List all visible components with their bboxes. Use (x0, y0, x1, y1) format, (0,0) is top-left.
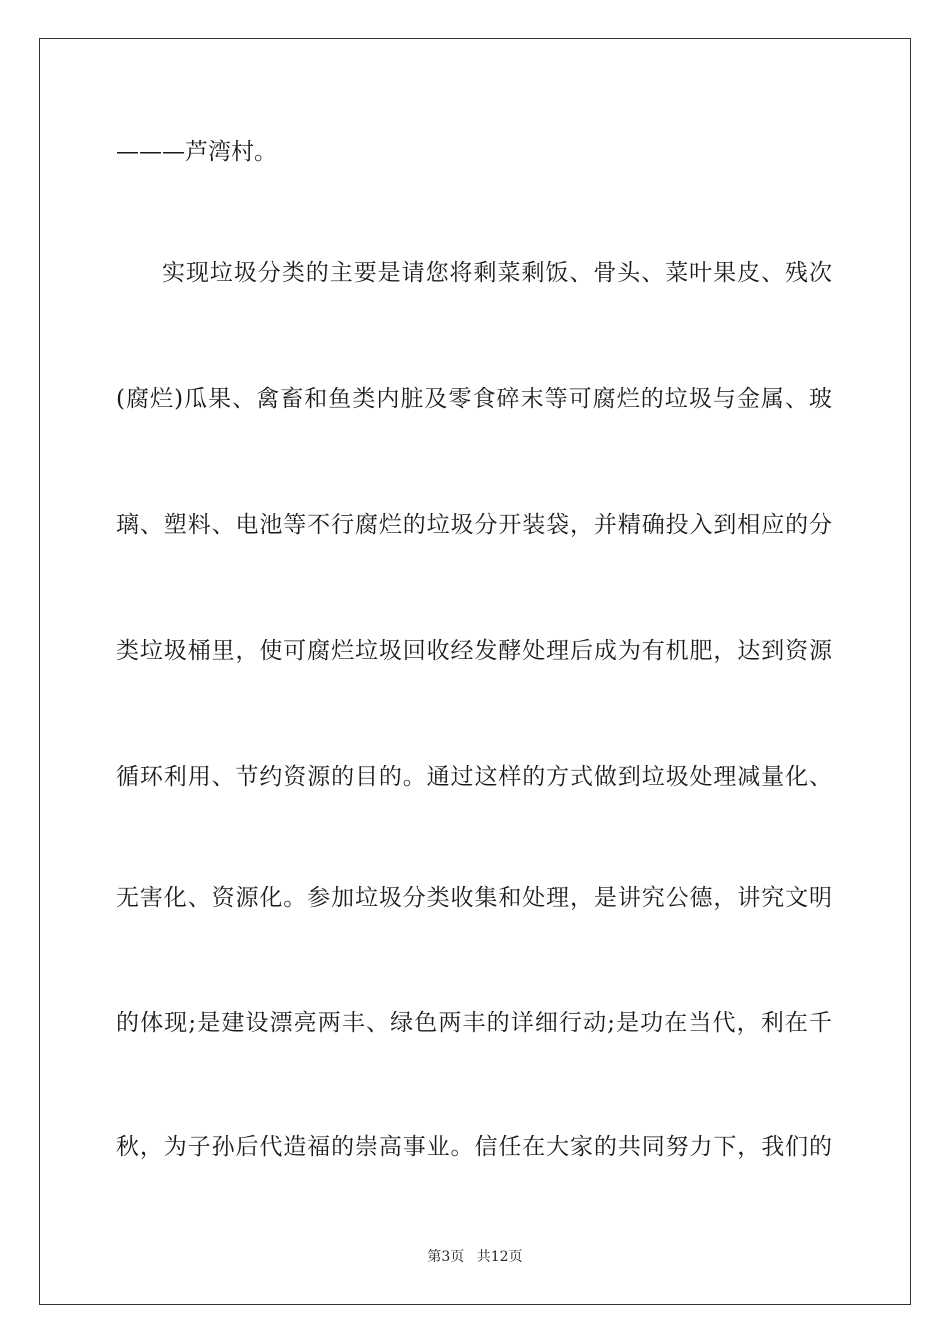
text-line-9: 秋，为子孙后代造福的崇高事业。信任在大家的共同努力下，我们的 (116, 1134, 832, 1160)
text-line-8: 的体现;是建设漂亮两丰、绿色两丰的详细行动;是功在当代，利在千 (116, 1010, 832, 1036)
page-footer (0, 1248, 950, 1266)
text-line-7: 无害化、资源化。参加垃圾分类收集和处理，是讲究公德，讲究文明 (116, 885, 832, 911)
text-line-1: ———芦湾村。 (116, 139, 277, 165)
text-line-6: 循环利用、节约资源的目的。通过这样的方式做到垃圾处理减量化、 (116, 764, 832, 790)
page-border (39, 38, 911, 1305)
page-number: 第3页 (427, 1249, 465, 1265)
text-line-2: 实现垃圾分类的主要是请您将剩菜剩饭、骨头、菜叶果皮、残次 (162, 260, 832, 286)
page-total: 共12页 (476, 1249, 523, 1265)
text-line-4: 璃、塑料、电池等不行腐烂的垃圾分开装袋，并精确投入到相应的分 (116, 512, 832, 538)
text-line-5: 类垃圾桶里，使可腐烂垃圾回收经发酵处理后成为有机肥，达到资源 (116, 638, 832, 664)
text-line-3: (腐烂)瓜果、禽畜和鱼类内脏及零食碎末等可腐烂的垃圾与金属、玻 (116, 386, 832, 412)
